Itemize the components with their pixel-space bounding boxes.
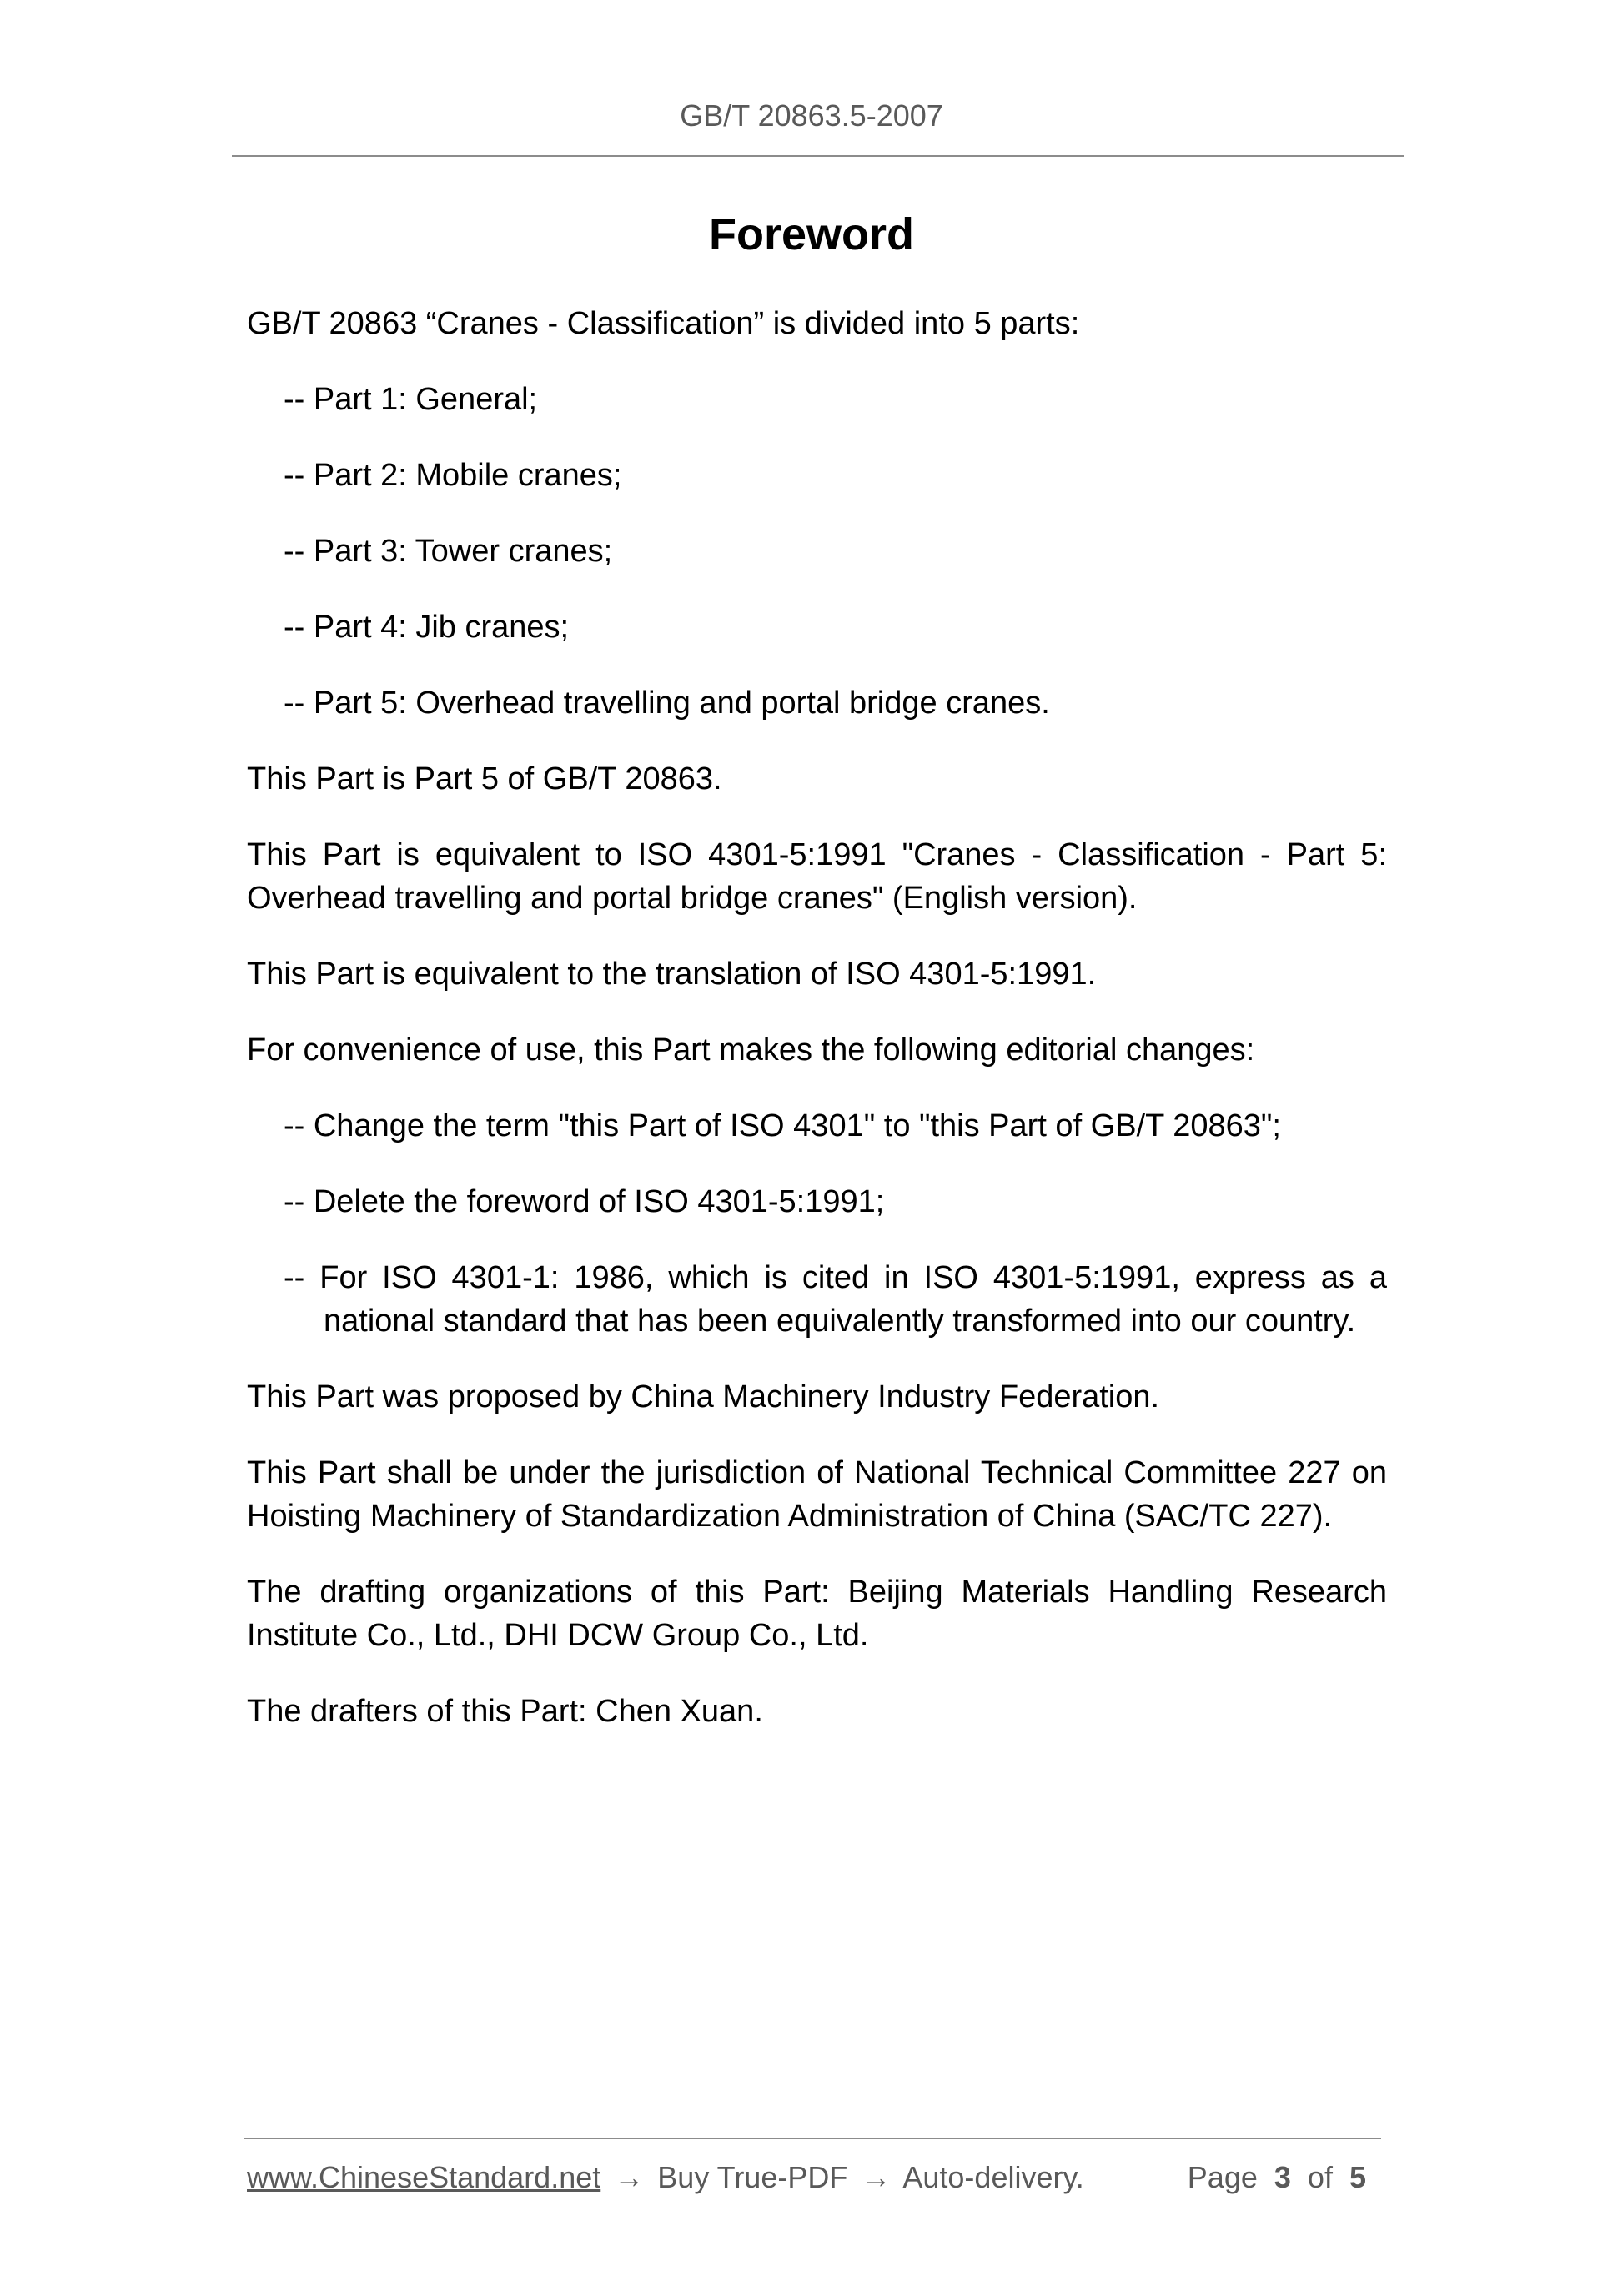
equivalence-paragraph: This Part is equivalent to ISO 4301-5:1991 "Cranes - Classification - Part 5: Overhead travelling and portal bridge cranes" (English version). [247, 837, 1387, 916]
drafters-paragraph: The drafters of this Part: Chen Xuan. [247, 1694, 763, 1729]
document-code-header: GB/T 20863.5-2007 [680, 98, 943, 133]
intro-paragraph: GB/T 20863 “Cranes - Classification” is divided into 5 parts: [247, 306, 1080, 341]
part-list-item-3: -- Part 3: Tower cranes; [284, 534, 613, 569]
footer-promo [247, 2160, 1084, 2195]
website-link[interactable]: www.ChineseStandard.net [247, 2160, 601, 2194]
page-label: Page [1187, 2160, 1258, 2194]
header-divider [232, 155, 1404, 157]
arrow-right-icon: → [861, 2160, 892, 2194]
editorial-changes-paragraph: For convenience of use, this Part makes the following editorial changes: [247, 1032, 1255, 1068]
change-list-item-1: -- Change the term "this Part of ISO 4301" to "this Part of GB/T 20863"; [284, 1108, 1281, 1143]
proposed-by-paragraph: This Part was proposed by China Machinery Industry Federation. [247, 1379, 1160, 1414]
drafting-organizations-paragraph: The drafting organizations of this Part: Beijing Materials Handling Research Institute Co., Ltd., DHI DCW Group Co., Ltd. [247, 1575, 1387, 1653]
page-total: 5 [1349, 2160, 1366, 2194]
page-title: Foreword [708, 209, 914, 259]
footer-divider [244, 2138, 1381, 2139]
jurisdiction-paragraph: This Part shall be under the jurisdiction of National Technical Committee 227 on Hoisting Machinery of Standardization Administration of China (SAC/TC 227). [247, 1455, 1387, 1534]
this-part-paragraph: This Part is Part 5 of GB/T 20863. [247, 761, 722, 796]
part-list-item-2: -- Part 2: Mobile cranes; [284, 458, 622, 493]
part-list-item-4: -- Part 4: Jib cranes; [284, 610, 570, 645]
change-list-item-2: -- Delete the foreword of ISO 4301-5:1991; [284, 1184, 885, 1219]
buy-pdf-text: Buy True-PDF [657, 2160, 848, 2194]
page-current: 3 [1274, 2160, 1291, 2194]
translation-paragraph: This Part is equivalent to the translation of ISO 4301-5:1991. [247, 957, 1097, 992]
part-list-item-1: -- Part 1: General; [284, 382, 538, 417]
foreword-body [247, 302, 1387, 1766]
part-list-item-5: -- Part 5: Overhead travelling and portal bridge cranes. [284, 686, 1050, 721]
auto-delivery-text: Auto-delivery. [902, 2160, 1084, 2194]
change-list-item-3: -- For ISO 4301-1: 1986, which is cited in ISO 4301-5:1991, express as a national standard that has been equivalently transformed into our country. [284, 1260, 1387, 1339]
arrow-right-icon: → [614, 2160, 645, 2194]
page-of-label: of [1307, 2160, 1333, 2194]
page-number [1188, 2160, 1374, 2195]
